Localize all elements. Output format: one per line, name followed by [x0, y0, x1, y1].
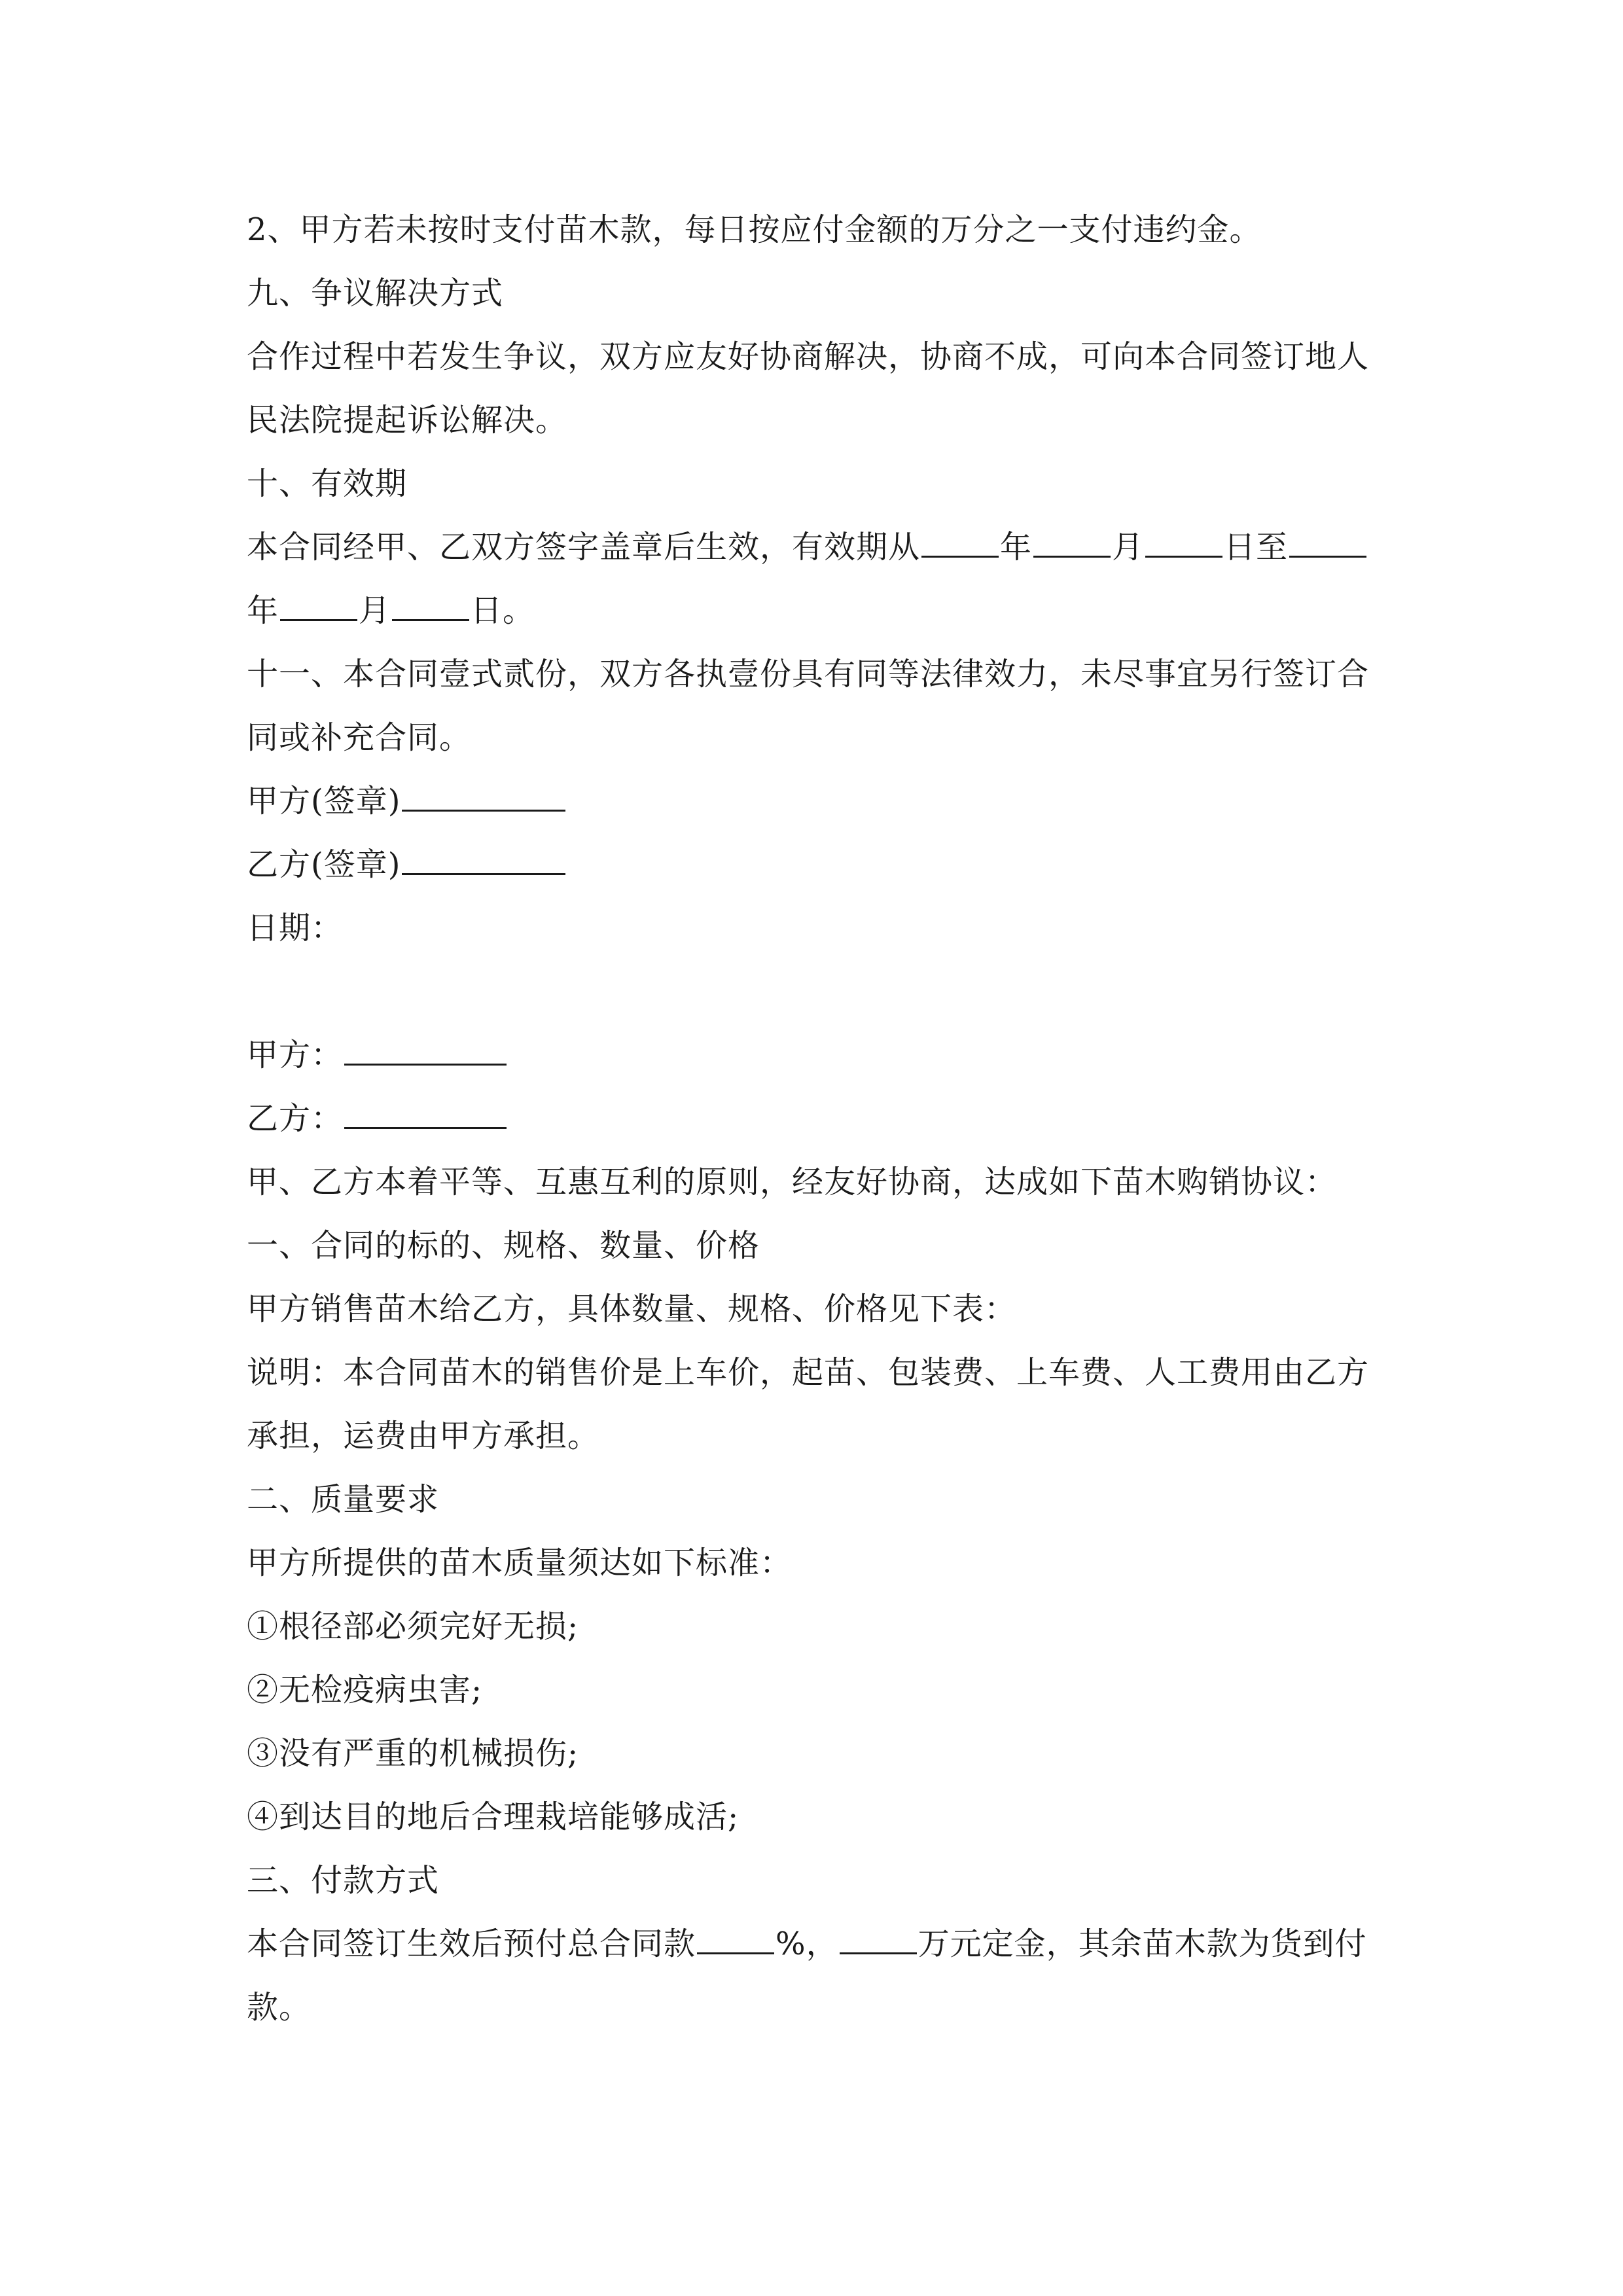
- deposit-amount-blank: [840, 1918, 917, 1954]
- start-month-blank: [1033, 522, 1111, 558]
- end-year-blank: [1289, 522, 1366, 558]
- section-2-title: 二、质量要求: [247, 1481, 440, 1518]
- month-label-1: 月: [1112, 529, 1145, 565]
- section-3-body-line-1: [247, 1912, 1379, 1976]
- prepayment-text: 本合同签订生效后预付总合同款: [247, 1926, 696, 1962]
- validity-from-text: 本合同经甲、乙双方签字盖章后生效，有效期从: [247, 529, 921, 565]
- note-line-2: 承担，运费由甲方承担。: [247, 1418, 600, 1454]
- percent-label: %，: [776, 1926, 838, 1962]
- party-a-line: [247, 1024, 1379, 1087]
- party-b-blank: [344, 1093, 507, 1129]
- clause-8-item-2: 2、甲方若未按时支付苗木款，每日按应付金额的万分之一支付违约金。: [247, 211, 1262, 248]
- blank-spacer: [247, 960, 1379, 1024]
- section-3-body-line-2: 款。: [247, 1989, 312, 2026]
- party-b-signature-blank: [402, 839, 565, 875]
- year-label-1: 年: [1000, 529, 1033, 565]
- section-9-body-line-2: 民法院提起诉讼解决。: [247, 402, 568, 439]
- section-1-body: 甲方销售苗木给乙方，具体数量、规格、价格见下表：: [247, 1291, 1017, 1327]
- date-line: 日期：: [247, 910, 344, 946]
- section-10-body-line-1: [247, 516, 1379, 579]
- section-9-body-line-1: 合作过程中若发生争议，双方应友好协商解决，协商不成，可向本合同签订地人: [247, 338, 1370, 375]
- quality-item-4: ④到达目的地后合理栽培能够成活;: [247, 1799, 740, 1835]
- prepayment-percent-blank: [697, 1918, 774, 1954]
- year-label-2: 年: [247, 592, 279, 629]
- section-2-body: 甲方所提供的苗木质量须达如下标准：: [247, 1545, 793, 1581]
- party-a-signature-blank: [402, 776, 565, 812]
- end-day-blank: [392, 585, 469, 621]
- month-label-2: 月: [359, 592, 391, 629]
- party-b-label: 乙方：: [247, 1100, 344, 1137]
- section-10-body-line-2: [247, 579, 1379, 643]
- deposit-text: 万元定金，其余苗木款为货到付: [918, 1926, 1367, 1962]
- section-11-body-line-1: 十一、本合同壹式贰份，双方各执壹份具有同等法律效力，未尽事宜另行签订合: [247, 656, 1370, 692]
- document-page: [247, 198, 1379, 2039]
- section-3-title: 三、付款方式: [247, 1862, 440, 1899]
- quality-item-1: ①根径部必须完好无损;: [247, 1608, 579, 1645]
- party-a-signature-line: [247, 770, 1379, 833]
- quality-item-3: ③没有严重的机械损伤;: [247, 1735, 579, 1772]
- party-b-signature-label: 乙方(签章): [247, 846, 401, 883]
- end-month-blank: [280, 585, 357, 621]
- start-year-blank: [921, 522, 999, 558]
- party-b-line: [247, 1087, 1379, 1151]
- quality-item-2: ②无检疫病虫害;: [247, 1672, 483, 1708]
- intro-paragraph: 甲、乙方本着平等、互惠互利的原则，经友好协商，达成如下苗木购销协议：: [247, 1164, 1338, 1200]
- section-11-body-line-2: 同或补充合同。: [247, 719, 472, 756]
- section-9-title: 九、争议解决方式: [247, 275, 504, 312]
- section-1-title: 一、合同的标的、规格、数量、价格: [247, 1227, 760, 1264]
- day-label-2: 日。: [471, 592, 535, 629]
- section-10-title: 十、有效期: [247, 465, 408, 502]
- party-b-signature-line: [247, 833, 1379, 897]
- party-a-label: 甲方：: [247, 1037, 344, 1073]
- day-to-label: 日至: [1224, 529, 1289, 565]
- note-line-1: 说明：本合同苗木的销售价是上车价，起苗、包装费、上车费、人工费用由乙方: [247, 1354, 1370, 1391]
- start-day-blank: [1145, 522, 1222, 558]
- party-a-signature-label: 甲方(签章): [247, 783, 401, 819]
- party-a-blank: [344, 1030, 507, 1066]
